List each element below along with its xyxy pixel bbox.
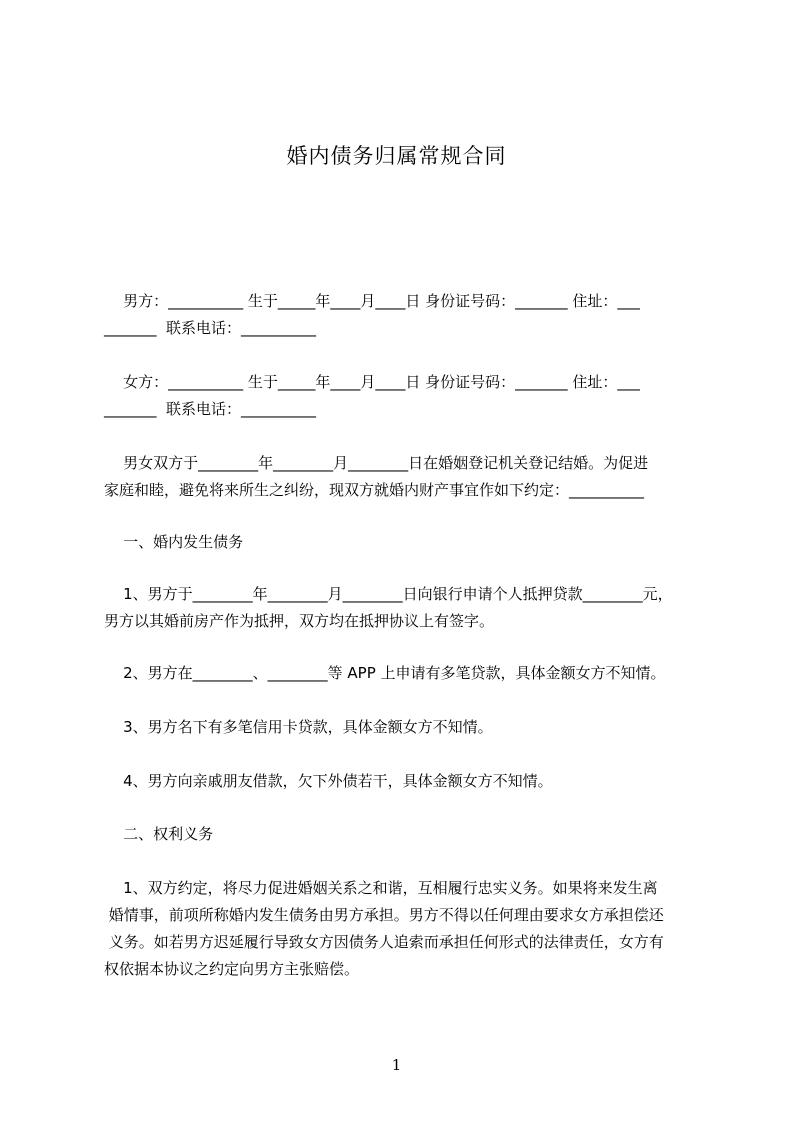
clause-2-1-line-3: 义务。如若男方迟延履行导致女方因债务人追索而承担任何形式的法律责任，女方有 [104, 933, 664, 951]
page-number: 1 [391, 1056, 402, 1074]
clause-1-3: 3、男方名下有多笔信用卡贷款，具体金额女方不知情。 [104, 718, 493, 736]
section-2-heading: 二、权利义务 [104, 825, 214, 843]
clause-2-1-line-4: 权依据本协议之约定向男方主张赔偿。 [104, 960, 360, 978]
clause-2-1-line-2: 婚情事，前项所称婚内发生债务由男方承担。男方不得以任何理由要求女方承担偿还 [104, 906, 664, 924]
clause-1-2: 2、男方在________、________等 APP 上申请有多笔贷款，具体金额女方不知情。 [104, 664, 666, 682]
section-1-heading: 一、婚内发生债务 [104, 533, 244, 551]
clause-1-1-line-1: 1、男方于________年________月________日向银行申请个人抵押贷款________元， [104, 585, 673, 603]
party-female-line-2: _______ 联系电话：__________ [104, 400, 317, 418]
clause-1-4: 4、男方向亲戚朋友借款，欠下外债若干，具体金额女方不知情。 [104, 772, 553, 790]
preamble-line-1: 男女双方于________年________月________日在婚姻登记机关登记结婚。为促进 [104, 454, 649, 472]
party-male-line-1: 男方：__________ 生于_____年____月____日 身份证号码：_______ 住址：___ [104, 292, 640, 310]
clause-1-1-line-2: 男方以其婚前房产作为抵押，双方均在抵押协议上有签字。 [104, 612, 495, 630]
document-title: 婚内债务归属常规合同 [286, 144, 507, 168]
preamble-line-2: 家庭和睦，避免将来所生之纠纷，现双方就婚内财产事宜作如下约定：__________ [104, 481, 645, 499]
clause-2-1-line-1: 1、双方约定，将尽力促进婚姻关系之和谐，互相履行忠实义务。如果将来发生离 [104, 879, 658, 897]
party-female-line-1: 女方：__________ 生于_____年____月____日 身份证号码：_______ 住址：___ [104, 373, 640, 391]
party-male-line-2: _______ 联系电话：__________ [104, 319, 317, 337]
